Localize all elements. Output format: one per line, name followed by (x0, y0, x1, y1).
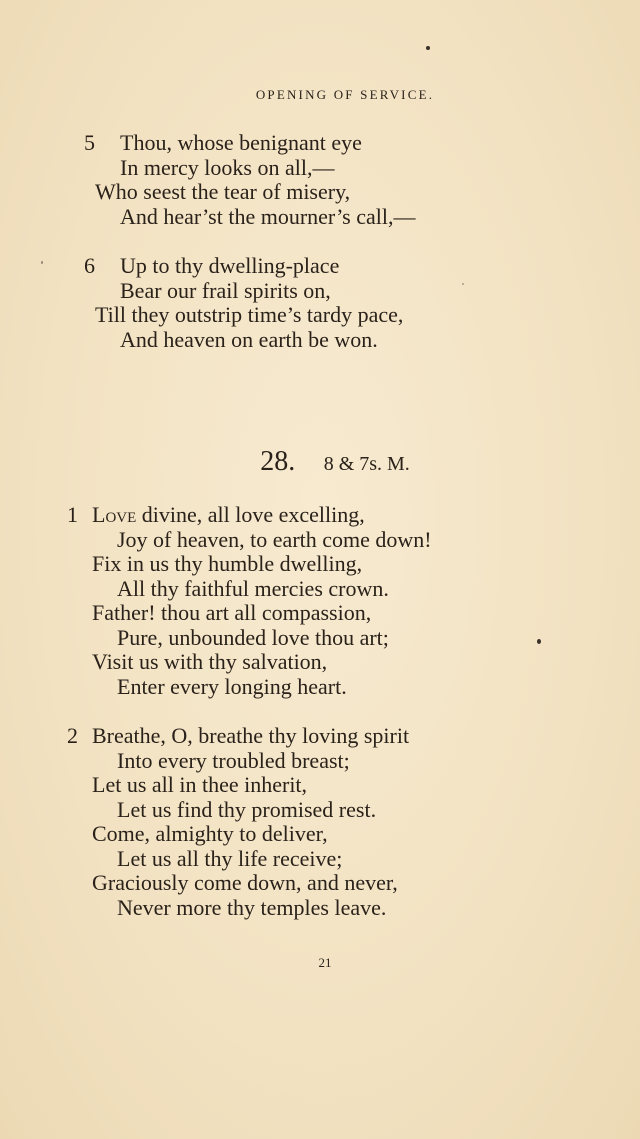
verse-line: Let us find thy promised rest. (117, 796, 377, 822)
verse-line: Come, almighty to deliver, (92, 821, 328, 846)
verse-line: Let us all in thee inherit, (92, 772, 308, 797)
verse-line: Into every troubled breast; (117, 747, 350, 773)
verse-line: Bear our frail spirits on, (120, 277, 331, 303)
verse-line: Who seest the tear of misery, (95, 179, 351, 204)
hymn-28-stanza-2 (0, 724, 640, 920)
verse-line: Visit us with thy salvation, (92, 649, 328, 674)
ink-speck (462, 283, 464, 285)
page-number: 21 (318, 955, 332, 970)
verse-line: And heaven on earth be won. (120, 326, 378, 352)
verse-line: In mercy looks on all,— (120, 154, 335, 180)
verse-line: Let us all thy life receive; (117, 845, 343, 871)
first-word: Love (92, 502, 137, 527)
verse-line: Breathe, O, breathe thy loving spirit (92, 723, 410, 748)
verse-line: All thy faithful mercies crown. (117, 575, 389, 601)
verse-line: Up to thy dwelling-place (120, 253, 340, 278)
verse-line: Till they outstrip time’s tardy pace, (95, 302, 404, 327)
stanza-number: 1 (67, 502, 78, 527)
hymn-27-stanza-6 (0, 254, 640, 352)
first-line-rest: divine, all love excelling, (136, 502, 365, 527)
verse-line: Thou, whose benignant eye (120, 130, 362, 155)
ink-speck (41, 261, 43, 264)
verse-line: Fix in us thy humble dwelling, (92, 551, 363, 576)
ink-speck (537, 639, 541, 644)
hymn-28-stanza-1 (0, 503, 640, 699)
verse-line: Never more thy temples leave. (117, 894, 387, 920)
verse-line: Enter every longing heart. (117, 673, 347, 699)
ink-speck (426, 46, 430, 50)
running-title: OPENING OF SERVICE. (255, 87, 435, 102)
verse-line: Graciously come down, and never, (92, 870, 398, 895)
hymn-heading (0, 446, 640, 478)
verse-line: And hear’st the mourner’s call,— (120, 203, 416, 229)
hymn-meter: 8 & 7s. M. (323, 453, 410, 475)
stanza-number: 6 (84, 253, 95, 278)
verse-line: Pure, unbounded love thou art; (117, 624, 389, 650)
hymn-number: 28. (260, 446, 296, 477)
stanza-number: 2 (67, 723, 78, 748)
verse-line: Joy of heaven, to earth come down! (117, 526, 432, 552)
hymn-27-stanza-5 (0, 131, 640, 229)
verse-line: Father! thou art all compassion, (92, 600, 372, 625)
stanza-number: 5 (84, 130, 95, 155)
verse-line (92, 503, 365, 528)
